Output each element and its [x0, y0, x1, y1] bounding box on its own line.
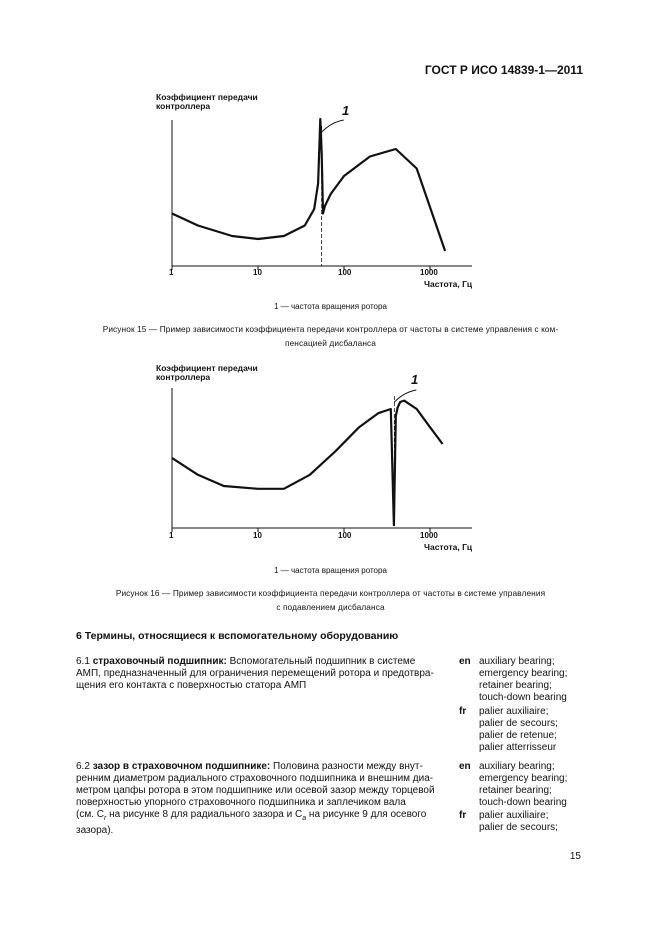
equivalent-term: palier auxiliaire; [479, 810, 549, 821]
term-6-2-en [459, 761, 609, 811]
figure-16-marker-label: 1 [411, 372, 419, 387]
definition-text: (см. C [76, 809, 104, 821]
definition-line: зазора). [76, 825, 114, 837]
figure-15-marker-label: 1 [342, 103, 350, 118]
caption-line: Рисунок 15 — Пример зависимости коэффициента передачи контроллера от частоты в системе управления с ком- [102, 324, 559, 334]
term-name: зазор в страховочном подшипнике: [92, 761, 271, 772]
equivalent-term: palier de secours; [479, 822, 558, 834]
definition-line [76, 761, 438, 773]
equivalent-term: touch-down bearing [479, 797, 567, 809]
x-tick-label: 10 [253, 268, 262, 277]
equivalent-term: palier auxiliaire; [479, 706, 549, 717]
definition-line: АМП, предназначенный для ограничения перемещений ротора и предотвра- [76, 668, 434, 680]
x-tick-label: 1000 [420, 531, 438, 540]
x-tick-label: 10 [253, 531, 262, 540]
equivalent-term: auxiliary bearing; [479, 656, 555, 667]
equivalent-term: retainer bearing; [479, 680, 552, 692]
definition-line: щения его контакта с поверхностью статора АМП [76, 680, 307, 692]
definition-text: Вспомогательный подшипник в системе [229, 656, 416, 667]
term-6-1-fr [459, 706, 609, 756]
caption-line: Рисунок 16 — Пример зависимости коэффициента передачи контроллера от частоты в системе управления [115, 588, 546, 598]
caption-line: пенсацией дисбаланса [285, 338, 376, 348]
equivalent-term: palier de retenue; [479, 730, 557, 742]
term-6-2-fr [459, 810, 609, 836]
x-ticks [172, 528, 430, 532]
definition-line [76, 656, 438, 668]
definition-line: ренним диаметром радиального страховочного подшипника и внешним диа- [76, 773, 434, 785]
definition-line [76, 809, 438, 825]
equivalent-term: auxiliary bearing; [479, 761, 555, 772]
term-6-2-definition [76, 761, 438, 838]
definition-text: на рисунке 9 для осевого [306, 809, 427, 821]
y-label-line: Коэффициент передачи [156, 92, 258, 102]
equivalent-term: palier atterrisseur [479, 742, 557, 754]
x-tick-label: 1000 [420, 268, 438, 277]
section-title: 6 Термины, относящиеся к вспомогательному оборудованию [76, 630, 399, 642]
term-name: страховочный подшипник: [92, 656, 227, 667]
term-number: 6.1 [76, 656, 90, 667]
x-tick-label: 100 [338, 531, 352, 540]
figure-15-legend: 1 — частота вращения ротора [274, 302, 387, 311]
page-number: 15 [569, 851, 581, 862]
subscript: r [103, 815, 107, 823]
equivalent-term: touch-down bearing [479, 692, 567, 704]
caption-line: с подавлением дисбаланса [276, 602, 385, 612]
language-code: fr [459, 706, 467, 717]
equivalent-term: palier de secours; [479, 718, 558, 730]
term-number: 6.2 [76, 761, 90, 772]
figure-16-x-axis-label: Частота, Гц [424, 542, 473, 552]
language-code: en [459, 761, 471, 772]
figure-16-caption [40, 586, 621, 614]
definition-text: на рисунке 8 для радиального зазора и C [106, 809, 303, 821]
equivalent-term: retainer bearing; [479, 785, 552, 797]
equivalent-term: emergency bearing; [479, 773, 568, 785]
subscript: a [302, 815, 307, 823]
term-6-1-en [459, 656, 609, 706]
x-tick-label: 1 [169, 531, 174, 540]
language-code: fr [459, 810, 467, 821]
language-code: en [459, 656, 471, 667]
y-label-line: контроллера [156, 101, 211, 111]
definition-line: метром цапфы ротора в этом подшипнике или осевой зазор между торцевой [76, 785, 435, 797]
document-header: ГОСТ Р ИСО 14839-1—2011 [424, 63, 583, 77]
x-tick-label: 1 [169, 268, 174, 277]
definition-line: поверхностью упорного страховочного подшипника и заплечиком вала [76, 797, 406, 809]
x-tick-label: 100 [338, 268, 352, 277]
equivalent-term: emergency bearing; [479, 668, 568, 680]
y-label-line: Коэффициент передачи [156, 363, 258, 373]
term-6-1-definition [76, 656, 438, 692]
figure-15-x-axis-label: Частота, Гц [424, 279, 473, 289]
figure-16-legend: 1 — частота вращения ротора [274, 566, 387, 575]
transfer-coefficient-curve [172, 401, 443, 526]
definition-text: Половина разности между внут- [273, 761, 423, 772]
y-label-line: контроллера [156, 372, 211, 382]
